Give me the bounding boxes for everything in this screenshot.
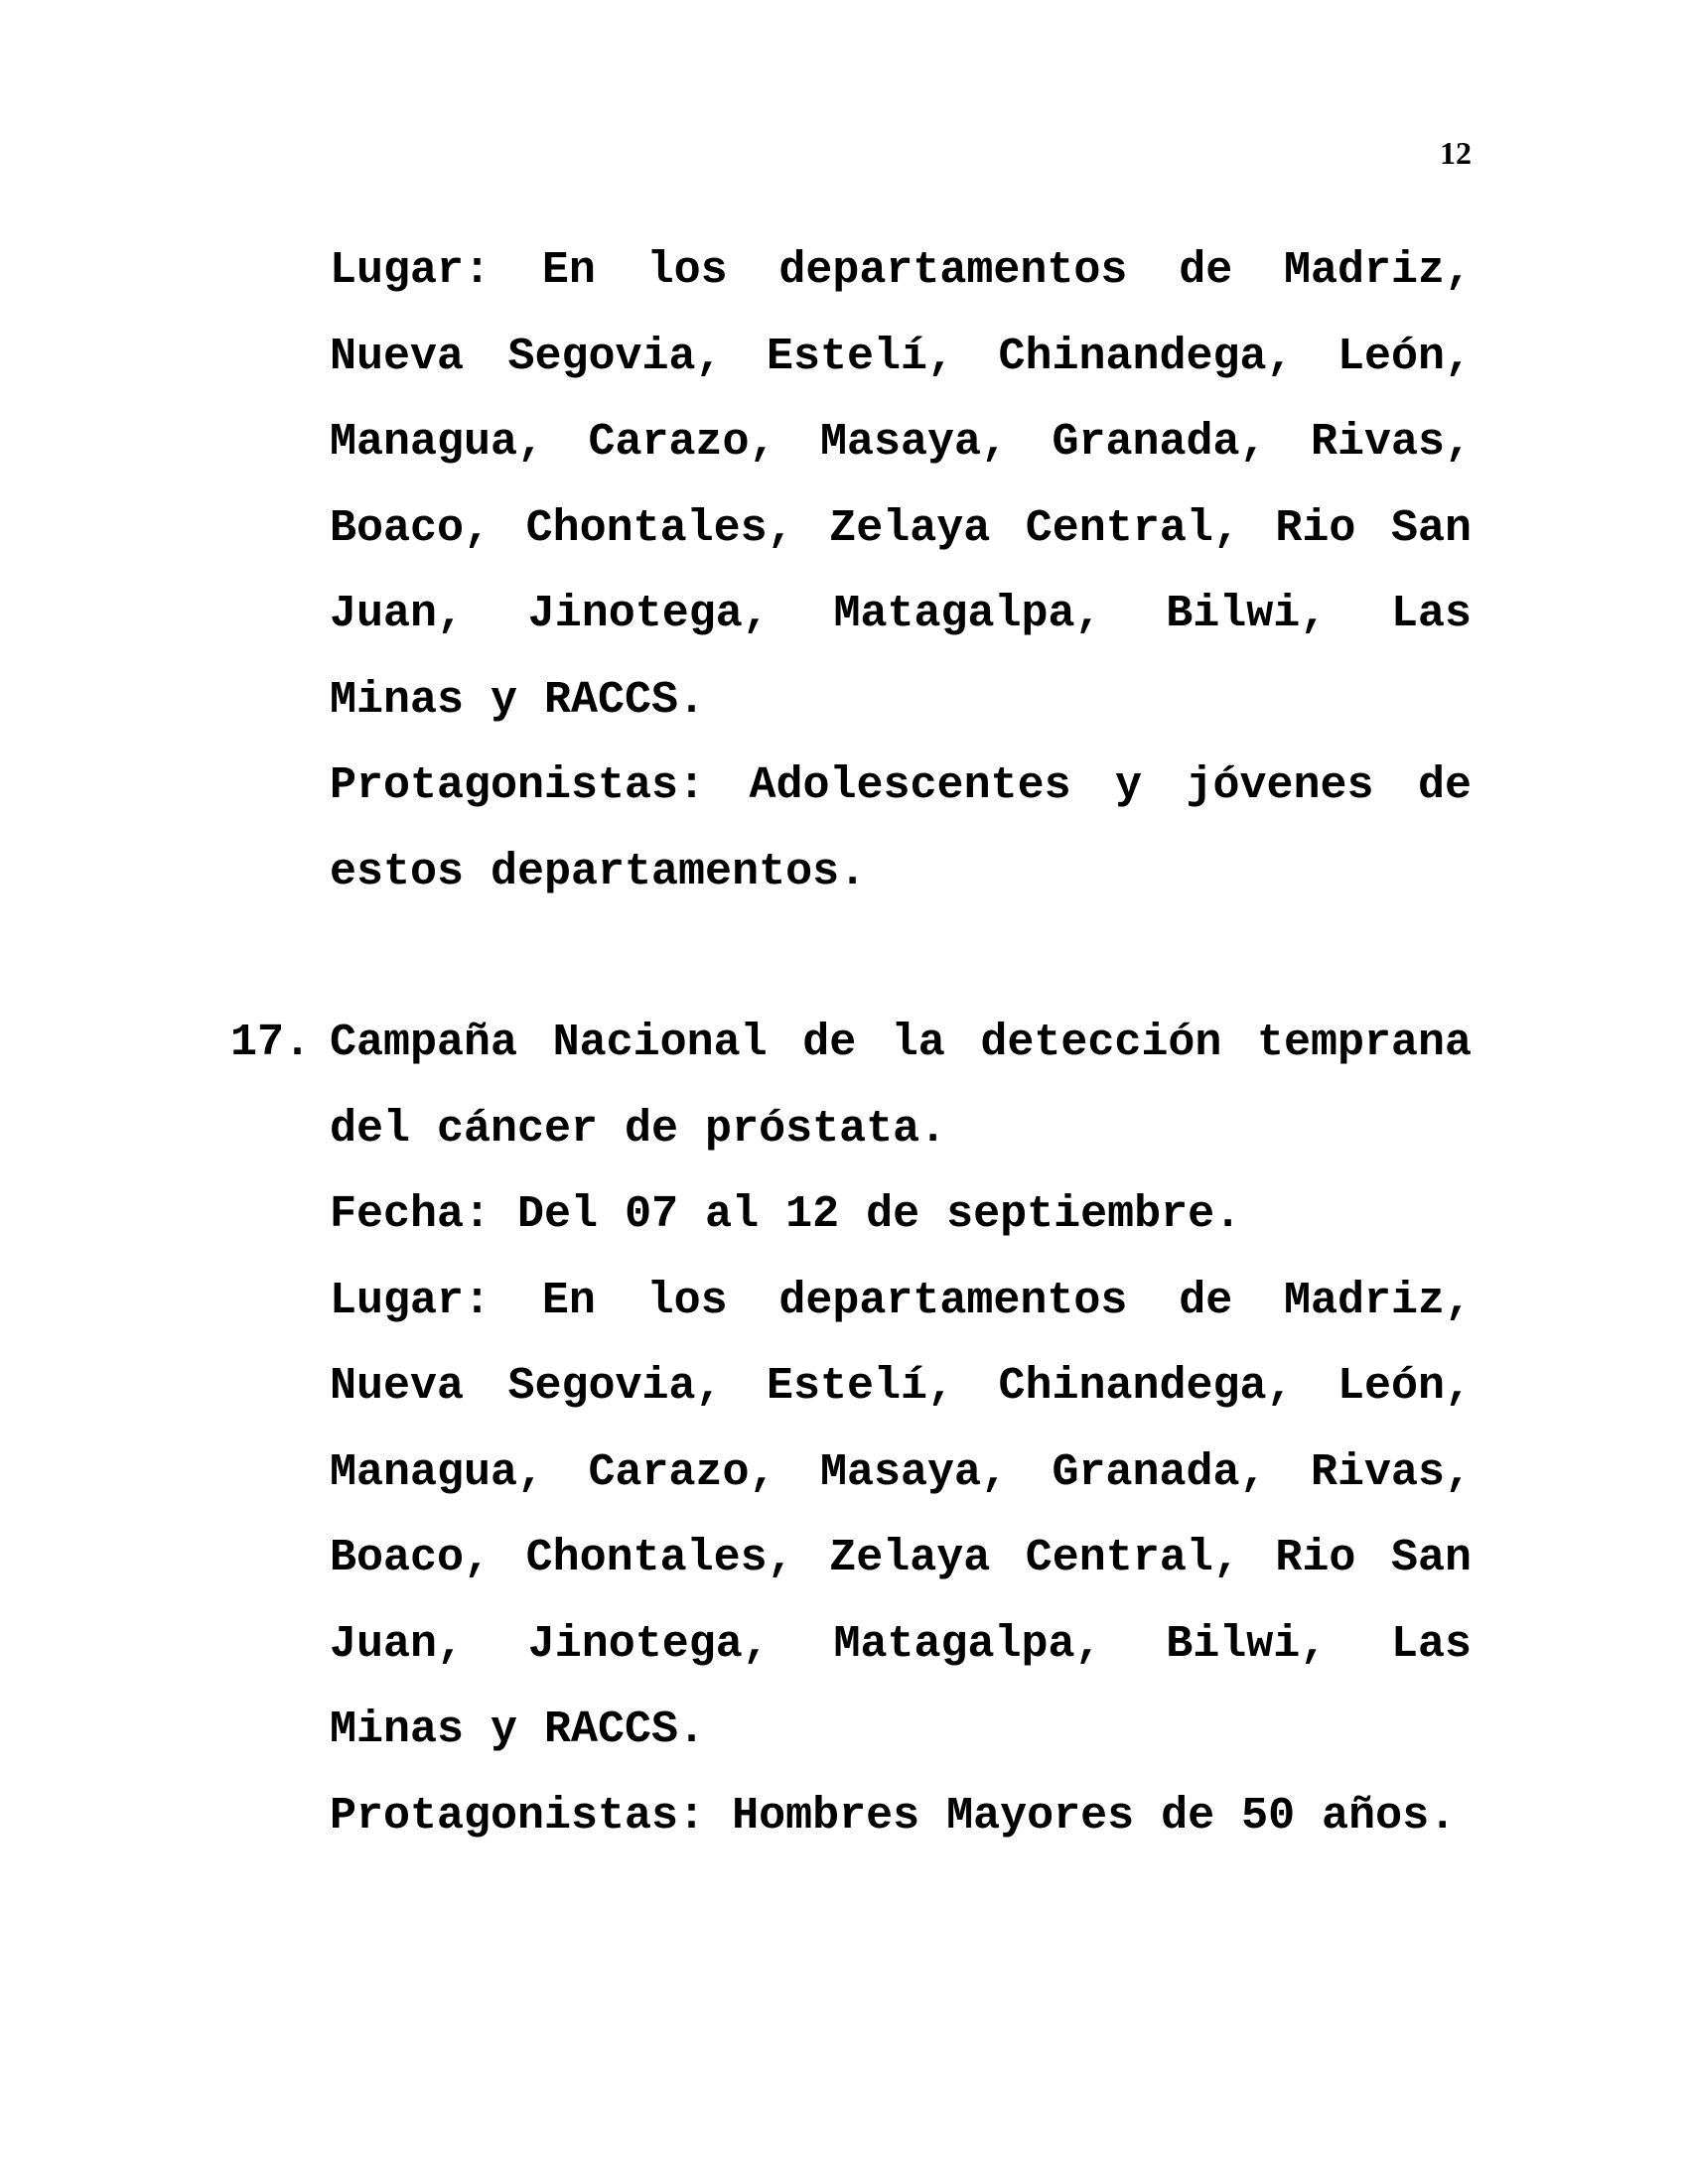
- fecha-text: Del 07 al 12 de septiembre.: [517, 1189, 1242, 1240]
- page-content: [230, 228, 1472, 1859]
- page-number: 12: [1440, 135, 1472, 171]
- item-number: 17.: [230, 1018, 312, 1068]
- protagonistas-text: Adolescentes y jóvenes de estos departamentos.: [330, 760, 1472, 897]
- lugar-label: Lugar:: [330, 245, 492, 296]
- item-lugar-label: Lugar:: [330, 1275, 492, 1326]
- protagonistas-label: Protagonistas:: [330, 760, 706, 811]
- item-title: Campaña Nacional de la detección temprana del cáncer de próstata.: [330, 1018, 1472, 1155]
- item-lugar-text: En los departamentos de Madriz, Nueva Segovia, Estelí, Chinandega, León, Managua, Carazo, Masaya, Granada, Rivas, Boaco, Chontales, Zelaya Central, Rio San Juan, Jinotega, Matagalpa, Bilwi, Las Minas y RACCS.: [330, 1275, 1472, 1755]
- fecha-paragraph: [330, 1172, 1472, 1259]
- item-protagonistas-text: Hombres Mayores de 50 años.: [732, 1790, 1457, 1842]
- item-lugar-paragraph: [330, 1259, 1472, 1774]
- item-protagonistas-label: Protagonistas:: [330, 1790, 706, 1842]
- protagonistas-paragraph: [330, 744, 1472, 915]
- lugar-paragraph: [330, 228, 1472, 744]
- fecha-label: Fecha:: [330, 1189, 492, 1240]
- list-item-17: [230, 1001, 1472, 1859]
- item-protagonistas-paragraph: [330, 1774, 1472, 1860]
- lugar-text: En los departamentos de Madriz, Nueva Segovia, Estelí, Chinandega, León, Managua, Carazo, Masaya, Granada, Rivas, Boaco, Chontales, Zelaya Central, Rio San Juan, Jinotega, Matagalpa, Bilwi, Las Minas y RACCS.: [330, 245, 1472, 726]
